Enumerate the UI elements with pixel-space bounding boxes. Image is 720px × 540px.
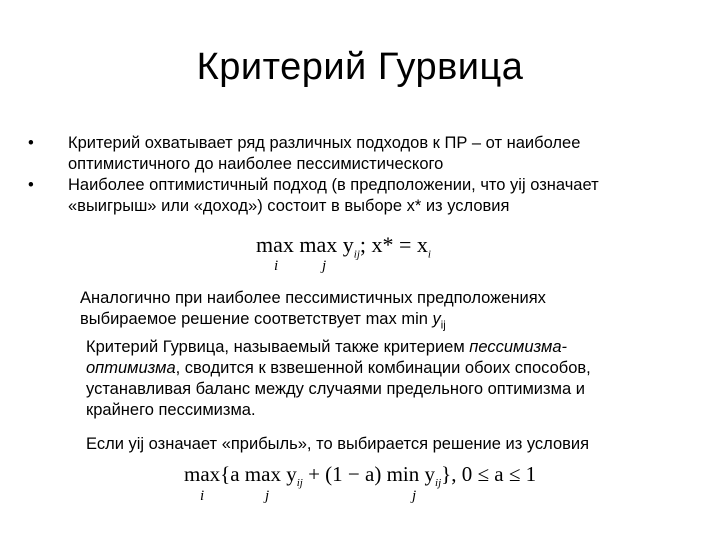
slide-title: Критерий Гурвица: [196, 46, 524, 88]
formula-under-index: i: [274, 258, 279, 274]
formula-hurwicz-part2: + (1 − a) min y: [302, 462, 436, 486]
formula-under-index: i: [200, 488, 205, 504]
bullet-item: [28, 133, 688, 175]
formula-hurwicz-part1: max{a max y: [184, 462, 297, 486]
pessimistic-paragraph: [80, 288, 680, 336]
formula-hurwicz: [184, 462, 536, 489]
pessimistic-line-2-text: выбираемое решение соответствует max min: [80, 310, 433, 328]
formula-under-index: j: [322, 258, 327, 274]
formula-under-index: j: [412, 488, 417, 504]
hurwicz-italic: пессимизма-оптимизма: [86, 338, 567, 377]
bullet-text: Критерий охватывает ряд различных подходов к ПР – от наиболее оптимистичного до наиболее пессимистического: [68, 134, 581, 173]
bullet-marker: •: [28, 176, 34, 194]
formula-max-max: [256, 232, 431, 260]
formula-max-max-expr: max max y: [256, 232, 354, 257]
bullet-marker: •: [28, 134, 34, 152]
hurwicz-paragraph: [86, 337, 646, 421]
formula-sub: ij: [435, 477, 442, 490]
pessimistic-line-2: [80, 309, 680, 336]
hurwicz-text-1: Критерий Гурвица, называемый также критерием: [86, 338, 470, 356]
pessimistic-line-1: Аналогично при наиболее пессимистичных предположениях: [80, 289, 546, 307]
bullet-text: Наиболее оптимистичный подход (в предположении, что yij означает «выигрыш» или «доход») состоит в выборе x* из условия: [68, 176, 599, 215]
pessimistic-sub: ij: [440, 319, 446, 332]
formula-sub: i: [427, 248, 431, 261]
bullet-item: [28, 175, 688, 217]
pessimistic-var: y: [432, 310, 441, 328]
formula-sub: ij: [353, 248, 360, 261]
formula-hurwicz-part3: }, 0 ≤ a ≤ 1: [441, 462, 537, 486]
hurwicz-text-2: , сводится к взвешенной комбинации обоих способов, устанавливая баланс между случаями предельного оптимизма и крайнего пессимизма.: [86, 359, 591, 419]
formula-max-max-rest: ; x* = x: [359, 232, 428, 257]
profit-paragraph: Если yij означает «прибыль», то выбирается решение из условия: [86, 435, 590, 453]
formula-sub: ij: [296, 477, 303, 490]
formula-under-index: j: [265, 488, 270, 504]
bullet-list: [28, 133, 688, 217]
